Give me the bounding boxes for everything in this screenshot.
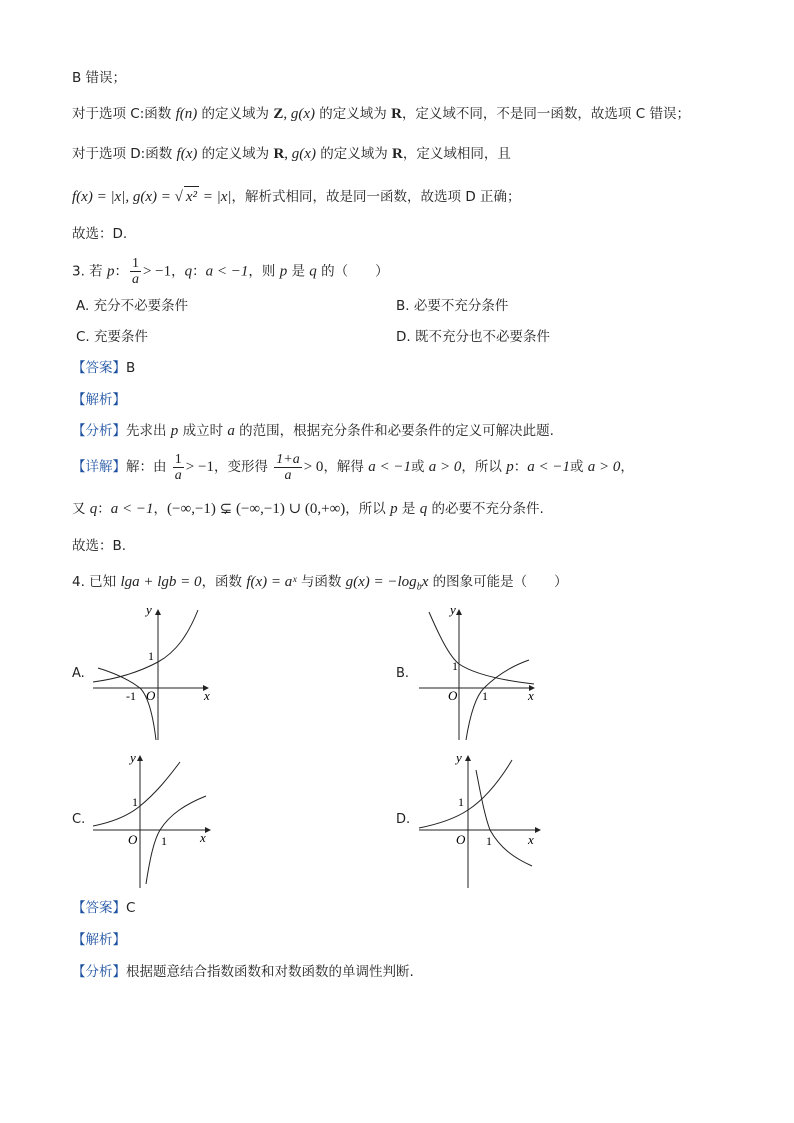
text: 先求出 xyxy=(126,423,171,439)
text: ： xyxy=(192,263,206,280)
numerator: 1 xyxy=(174,451,182,467)
math: a > 0 xyxy=(587,459,621,475)
x-one-label: 1 xyxy=(161,834,167,848)
option-d[interactable] xyxy=(396,327,550,347)
text: 的必要不充分条件. xyxy=(427,501,544,517)
xiangjie-3 xyxy=(72,450,634,484)
text: 或 xyxy=(569,459,588,475)
fenxi-tag: 【分析】 xyxy=(72,964,126,980)
xiangjie-tag: 【详解】 xyxy=(72,459,126,475)
text: B 错误； xyxy=(72,70,127,86)
text: ，定义域相同，且 xyxy=(402,146,511,162)
exp-curve xyxy=(429,612,534,684)
set-r: R xyxy=(392,146,403,162)
math-a: a xyxy=(227,423,235,439)
set-z: Z xyxy=(273,106,284,122)
fraction-1plusa-over-a xyxy=(274,452,301,483)
origin-label: O xyxy=(448,688,458,703)
numerator: 1+a xyxy=(276,451,300,467)
text: 的范围，根据充分条件和必要条件的定义可解决此题. xyxy=(234,423,554,439)
text-line-select-d xyxy=(72,224,127,244)
set-r: R xyxy=(391,106,402,122)
answer-3 xyxy=(72,358,135,378)
denominator: a xyxy=(174,467,182,483)
math-p: p xyxy=(279,263,288,280)
fenxi-3 xyxy=(72,421,554,441)
graph-label-b[interactable]: B. xyxy=(396,666,410,681)
option-c[interactable] xyxy=(76,327,148,347)
text: ： xyxy=(97,501,111,517)
graph-a[interactable] xyxy=(88,600,228,740)
math-def: f(x) = |x|, g(x) = xyxy=(72,189,175,205)
math: > 0 xyxy=(303,459,324,475)
denominator: a xyxy=(131,272,139,287)
text: 的图象可能是（ ） xyxy=(428,574,568,590)
math: > −1 xyxy=(185,459,214,475)
y-one-label: 1 xyxy=(148,649,154,663)
text: 对于选项 D:函数 xyxy=(72,146,177,162)
text: 的定义域为 xyxy=(315,106,392,122)
option-d-label: D. 既不充分也不必要条件 xyxy=(396,329,550,345)
text: ，解析式相同，故是同一函数，故选项 D 正确； xyxy=(231,189,521,205)
text: 又 xyxy=(72,501,90,517)
text: 4. 已知 xyxy=(72,574,121,590)
y-one-label: 1 xyxy=(132,795,138,809)
x-label: x xyxy=(528,688,534,703)
graph-label-c[interactable]: C. xyxy=(72,812,86,827)
math-q: q xyxy=(309,263,317,280)
text: 故选：D. xyxy=(72,226,128,242)
text: 与函数 xyxy=(296,574,346,590)
log-curve xyxy=(476,770,532,866)
answer-4 xyxy=(72,898,135,918)
graph-b[interactable] xyxy=(414,600,554,740)
math-q: q xyxy=(419,501,428,517)
x-label: x xyxy=(528,832,534,847)
text: ： xyxy=(513,459,528,475)
text: ，所以 xyxy=(345,501,391,517)
x-one-label: 1 xyxy=(486,834,492,848)
log-curve xyxy=(98,668,156,740)
analysis-3-header xyxy=(72,390,126,410)
math-lg: lga + lgb = 0 xyxy=(120,574,202,590)
math: a < −1 xyxy=(527,459,570,475)
answer-tag: 【答案】 xyxy=(72,900,126,916)
exp-curve xyxy=(419,760,512,828)
graph-label-d[interactable]: D. xyxy=(396,812,411,827)
set-r: R xyxy=(273,146,285,162)
option-b[interactable] xyxy=(396,296,508,316)
math-p: p xyxy=(506,459,514,475)
text: ： xyxy=(114,263,128,280)
text: 故选：B. xyxy=(72,538,127,554)
sqrt-inner: x² xyxy=(184,186,199,207)
text: 是 xyxy=(287,263,310,280)
text-line-option-d: 对于选项 D:函数 f(x) 的定义域为 R, g(x) 的定义域为 R，定义域相同，且 xyxy=(72,146,511,162)
y-one-label: 1 xyxy=(458,795,464,809)
text: ， xyxy=(171,263,185,280)
text: ，则 xyxy=(248,263,280,280)
text: ，解得 xyxy=(323,459,369,475)
text-line-b-wrong xyxy=(72,68,126,88)
math: a < −1 xyxy=(110,501,154,517)
exp-curve xyxy=(93,762,180,826)
math-p: p xyxy=(390,501,398,517)
math-p: p xyxy=(170,423,179,439)
text: 3. 若 xyxy=(72,263,107,280)
option-c-label: C. 充要条件 xyxy=(76,329,149,345)
fraction-1-over-a xyxy=(130,256,141,287)
answer-tag: 【答案】 xyxy=(72,360,126,376)
y-label: y xyxy=(130,750,136,765)
x-label: x xyxy=(200,830,206,845)
y-label: y xyxy=(456,750,462,765)
text-line-option-c: 对于选项 C:函数 f(n) 的定义域为 Z, g(x) 的定义域为 R，定义域不同，不是同一函数，故选项 C 错误； xyxy=(72,106,690,122)
text: 根据题意结合指数函数和对数函数的单调性判断. xyxy=(126,964,414,980)
denominator: a xyxy=(284,467,292,483)
question-4 xyxy=(72,572,568,598)
math-x: x xyxy=(421,574,429,590)
fenxi-tag: 【分析】 xyxy=(72,423,126,439)
math: a > 0 xyxy=(428,459,462,475)
text-line-select-b xyxy=(72,536,126,556)
numerator: 1 xyxy=(131,256,139,271)
graph-label-a[interactable]: A. xyxy=(72,666,85,681)
graph-d[interactable] xyxy=(414,748,554,888)
origin-label: O xyxy=(146,688,156,703)
y-label: y xyxy=(146,602,152,617)
question-3 xyxy=(72,256,389,287)
y-label: y xyxy=(450,602,456,617)
log-curve xyxy=(146,796,206,884)
text: ，函数 xyxy=(201,574,247,590)
math-gx: g(x) = −log xyxy=(345,574,417,590)
text: 的（ ） xyxy=(316,263,389,280)
log-base: b xyxy=(416,581,422,593)
math-fx: f(x) = aˣ xyxy=(246,574,297,590)
answer-value: B xyxy=(126,360,136,376)
math-gx: g(x) xyxy=(291,146,316,162)
option-a-label: A. 充分不必要条件 xyxy=(76,298,189,314)
option-b-label: B. 必要不充分条件 xyxy=(396,298,509,314)
text: 的定义域为 xyxy=(197,146,274,162)
text-line-expressions: f(x) = |x|, g(x) = √ x² = |x|，解析式相同，故是同一函数，故选项 D 正确； xyxy=(72,186,521,207)
math-sets: (−∞,−1) ⊊ (−∞,−1) ∪ (0,+∞) xyxy=(167,501,346,517)
option-a[interactable] xyxy=(76,296,188,316)
text: 成立时 xyxy=(178,423,228,439)
x-label: x xyxy=(204,688,210,703)
origin-label: O xyxy=(128,832,138,847)
fenxi-4 xyxy=(72,962,414,982)
fraction-1-over-a xyxy=(173,452,184,483)
text: 对于选项 C:函数 xyxy=(72,106,176,122)
math-fx: f(x) xyxy=(176,146,198,162)
math: a < −1 xyxy=(205,263,249,280)
y-one-label: 1 xyxy=(452,659,458,673)
text: 是 xyxy=(397,501,420,517)
x-one-label: 1 xyxy=(482,689,488,703)
graph-c[interactable] xyxy=(88,748,228,888)
math: a < −1 xyxy=(368,459,411,475)
text: ， xyxy=(153,501,168,517)
text: ，所以 xyxy=(461,459,507,475)
math: > −1 xyxy=(142,263,172,280)
text: 或 xyxy=(410,459,429,475)
text: ，变形得 xyxy=(213,459,273,475)
math-abs: = |x| xyxy=(199,189,232,205)
text: 解：由 xyxy=(126,459,171,475)
math-p: p xyxy=(106,263,115,280)
text: 的定义域为 xyxy=(315,146,393,162)
origin-label: O xyxy=(456,832,466,847)
math-gx: g(x) xyxy=(290,106,315,122)
x-neg-one-label: -1 xyxy=(126,689,136,703)
analysis-4-header xyxy=(72,930,126,950)
math-fn: f(n) xyxy=(175,106,198,122)
text: 的定义域为 xyxy=(197,106,274,122)
answer-value: C xyxy=(126,900,136,916)
analysis-tag: 【解析】 xyxy=(72,932,126,948)
math-q: q xyxy=(184,263,193,280)
text-line-sets xyxy=(72,499,544,519)
text: ，定义域不同，不是同一函数，故选项 C 错误； xyxy=(401,106,690,122)
math-q: q xyxy=(89,501,98,517)
analysis-tag: 【解析】 xyxy=(72,392,126,408)
text: ， xyxy=(620,459,634,475)
